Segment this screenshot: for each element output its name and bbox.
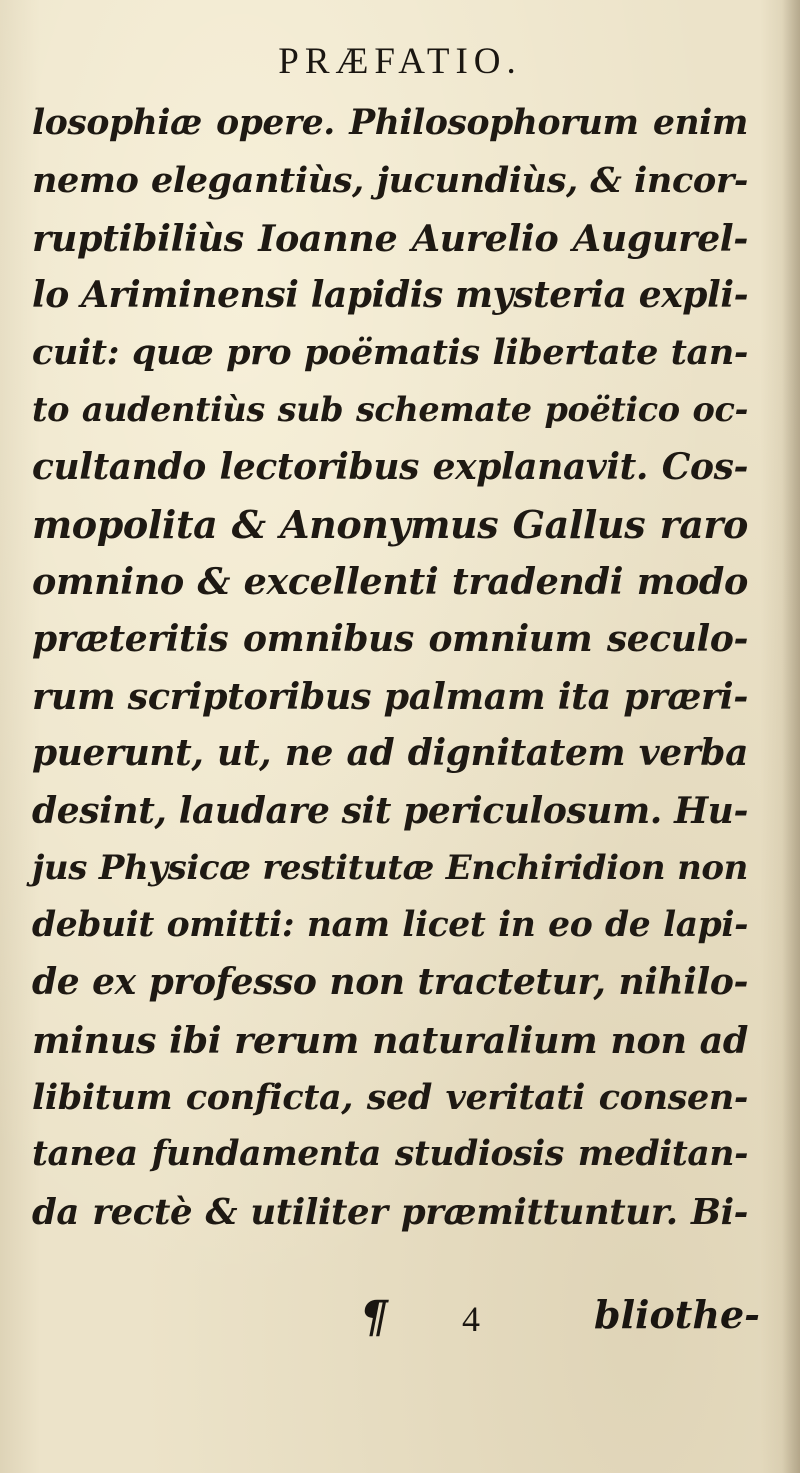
text-line: libitum conficta, sed veritati consen- <box>32 1077 748 1119</box>
text-line: nemo elegantiùs, jucundiùs, & incor- <box>32 160 748 202</box>
text-line: ruptibiliùs Ioanne Aurelio Augurel- <box>32 216 748 260</box>
catchword: bliothe- <box>594 1292 760 1337</box>
text-line: cultando lectoribus explanavit. Cos- <box>32 445 748 488</box>
text-line: jus Physicæ restitutæ Enchiridion non <box>32 847 748 888</box>
text-line: rum scriptoribus palmam ita præri- <box>32 674 748 718</box>
text-line: puerunt, ut, ne ad dignitatem verba <box>32 732 748 775</box>
text-line: minus ibi rerum naturalium non ad <box>32 1018 748 1062</box>
signature-number: 4 <box>462 1299 480 1339</box>
page-edge-shadow <box>782 0 800 1473</box>
text-line: mopolita & Anonymus Gallus raro <box>32 502 748 548</box>
text-line: debuit omitti: nam licet in eo de lapi- <box>32 905 748 946</box>
text-block <box>32 95 748 1241</box>
signature-mark: ¶ <box>360 1292 388 1343</box>
running-head: PRÆFATIO. <box>278 41 522 82</box>
text-line: præteritis omnibus omnium seculo- <box>32 617 748 660</box>
text-line: desint, laudare sit periculosum. Hu- <box>32 789 748 832</box>
text-line: de ex professo non tractetur, nihilo- <box>32 961 748 1004</box>
text-line: lo Ariminensi lapidis mysteria expli- <box>32 273 749 316</box>
text-line: cuit: quæ pro poëmatis libertate tan- <box>32 332 748 374</box>
page-footer <box>0 1292 800 1352</box>
text-line: tanea fundamenta studiosis meditan- <box>32 1134 748 1175</box>
text-line: losophiæ opere. Philosophorum enim <box>32 103 748 143</box>
text-line: omnino & excellenti tradendi modo <box>32 560 748 604</box>
text-line: da rectè & utiliter præmittuntur. Bi- <box>32 1191 748 1233</box>
text-line: to audentiùs sub schemate poëtico oc- <box>32 390 748 430</box>
